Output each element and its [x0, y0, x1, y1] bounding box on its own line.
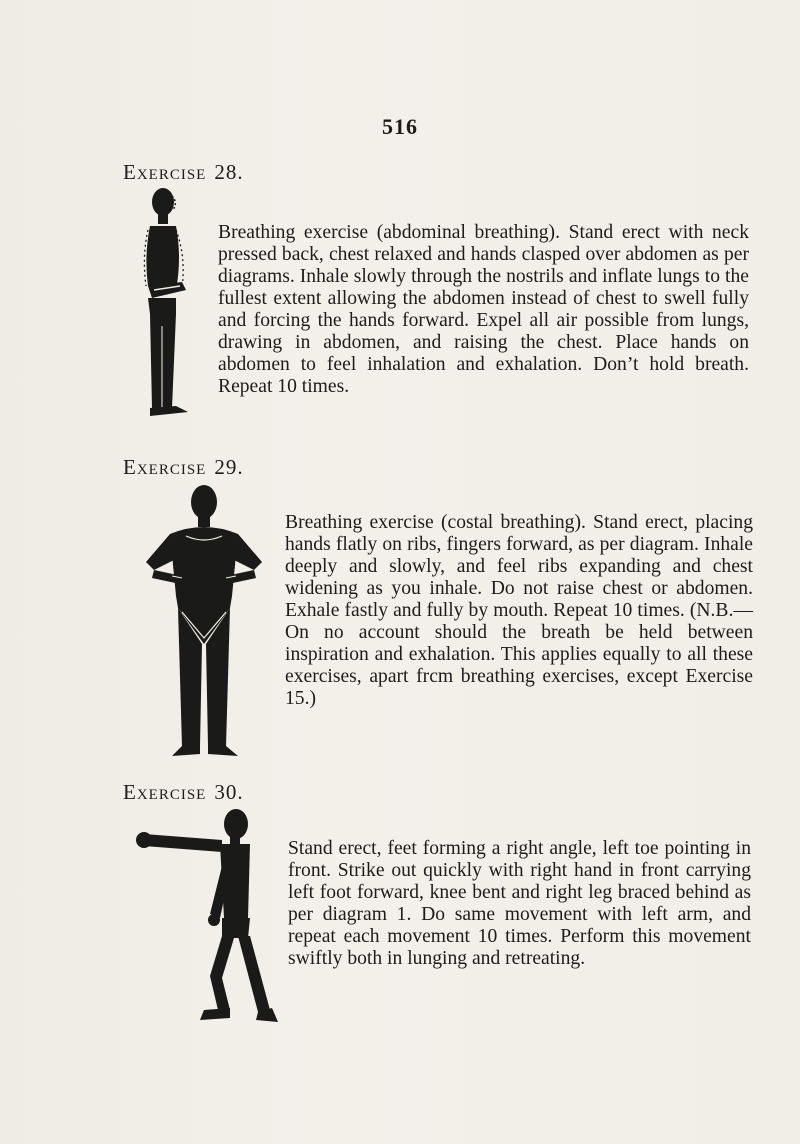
exercise-30-heading: [123, 780, 244, 805]
costal-breathing-figure-icon: [142, 484, 266, 764]
exercise-number: 29.: [214, 455, 244, 479]
exercise-30-description: Stand erect, feet forming a right angle, left toe pointing in front. Strike out quickly with right hand in front carrying left foot forward, knee bent and right leg braced behind as per diagram 1. Do same movement with left arm, and repeat each movement 10 times. Perform this movement swiftly both in lunging and retreating.: [288, 838, 751, 969]
page-number: 516: [382, 114, 418, 139]
exercise-label: Exercise: [123, 780, 207, 804]
exercise-29-description: Breathing exercise (costal breathing). Stand erect, placing hands flatly on ribs, fingers forward, as per diagram. Inhale deeply and slowly, and feel ribs expanding and chest widening as you inhale. Do not raise chest or abdomen. Exhale fastly and fully by mouth. Repeat 10 times. (N.B.—On no account should the breath be held between inspiration and exhalation. This applies equally to all these exercises, apart frcm breathing exercises, except Exercise 15.): [285, 512, 753, 709]
exercise-label: Exercise: [123, 455, 207, 479]
exercise-label: Exercise: [123, 160, 207, 184]
exercise-number: 30.: [214, 780, 244, 804]
exercise-28-heading: [123, 160, 244, 185]
abdominal-breathing-figure-icon: [136, 186, 196, 426]
exercise-28-description: Breathing exercise (abdominal breathing). Stand erect with neck pressed back, chest relaxed and hands clasped over abdomen as per diagrams. Inhale slowly through the nostrils and inflate lungs to the fullest extent allowing the abdomen instead of chest to swell fully and forcing the hands forward. Expel all air possible from lungs, drawing in abdomen, and raising the chest. Place hands on abdomen to feel inhalation and exhalation. Don’t hold breath. Repeat 10 times.: [218, 222, 749, 397]
lunging-punch-figure-icon: [130, 806, 280, 1028]
exercise-29-heading: [123, 455, 244, 480]
exercise-number: 28.: [214, 160, 244, 184]
